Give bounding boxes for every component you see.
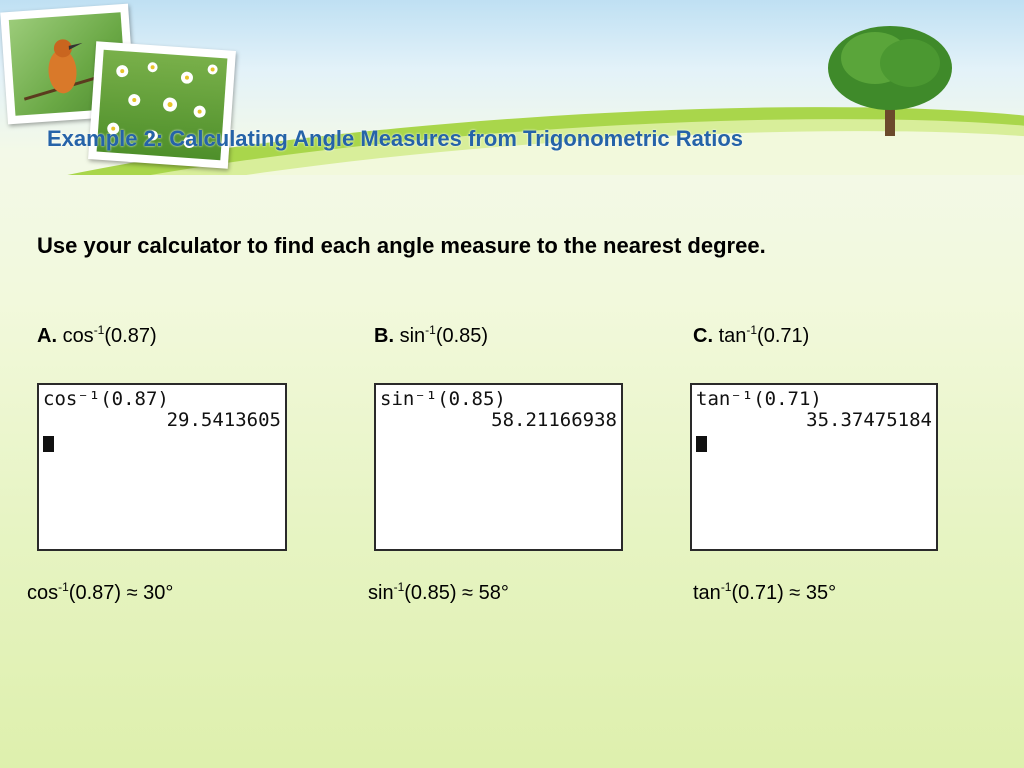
answer-approx: ≈ 58° — [456, 582, 509, 604]
answer-func: cos — [27, 582, 59, 604]
answer-exponent: -1 — [720, 580, 732, 594]
problem-exponent: -1 — [425, 323, 436, 337]
answer-func: tan — [693, 582, 721, 604]
calculator-screen-b — [374, 383, 623, 551]
calc-expression: cos⁻¹(0.87) — [43, 388, 169, 410]
calculator-screen-a — [37, 383, 287, 551]
problem-func: cos — [62, 325, 94, 347]
calc-result: 58.21166938 — [491, 409, 617, 431]
answer-c — [693, 582, 836, 605]
problem-b — [374, 325, 488, 348]
answer-exponent: -1 — [393, 580, 405, 594]
tree-icon — [815, 18, 965, 138]
slide-title: Example 2: Calculating Angle Measures from Trigonometric Ratios — [47, 126, 744, 151]
problem-letter: B. — [374, 325, 394, 347]
problem-exponent: -1 — [93, 323, 105, 337]
problem-exponent: -1 — [746, 323, 758, 337]
answer-func: sin — [368, 582, 394, 604]
answer-approx: ≈ 35° — [783, 582, 837, 604]
problem-letter: A. — [37, 325, 57, 347]
problem-letter: C. — [693, 325, 713, 347]
answer-arg: (0.71) — [731, 582, 784, 604]
problem-arg: (0.85) — [435, 325, 489, 347]
cursor-icon — [43, 436, 54, 452]
problem-a — [37, 325, 157, 348]
calc-result: 35.37475184 — [806, 409, 932, 431]
instruction-text: Use your calculator to find each angle measure to the nearest degree. — [37, 233, 766, 258]
answer-arg: (0.85) — [404, 582, 457, 604]
answer-arg: (0.87) — [68, 582, 122, 604]
problem-arg: (0.71) — [757, 325, 810, 347]
problem-func: tan — [718, 325, 747, 347]
problem-func: sin — [399, 325, 426, 347]
cursor-icon — [696, 436, 707, 452]
answer-approx: ≈ 30° — [121, 582, 174, 604]
calc-result: 29.5413605 — [166, 409, 281, 431]
calc-expression: sin⁻¹(0.85) — [380, 388, 506, 410]
calc-expression: tan⁻¹(0.71) — [696, 388, 822, 410]
answer-a — [27, 582, 173, 605]
answer-exponent: -1 — [58, 580, 69, 594]
problem-c — [693, 325, 809, 348]
calculator-screen-c — [690, 383, 938, 551]
answer-b — [368, 582, 509, 605]
problem-arg: (0.87) — [104, 325, 157, 347]
